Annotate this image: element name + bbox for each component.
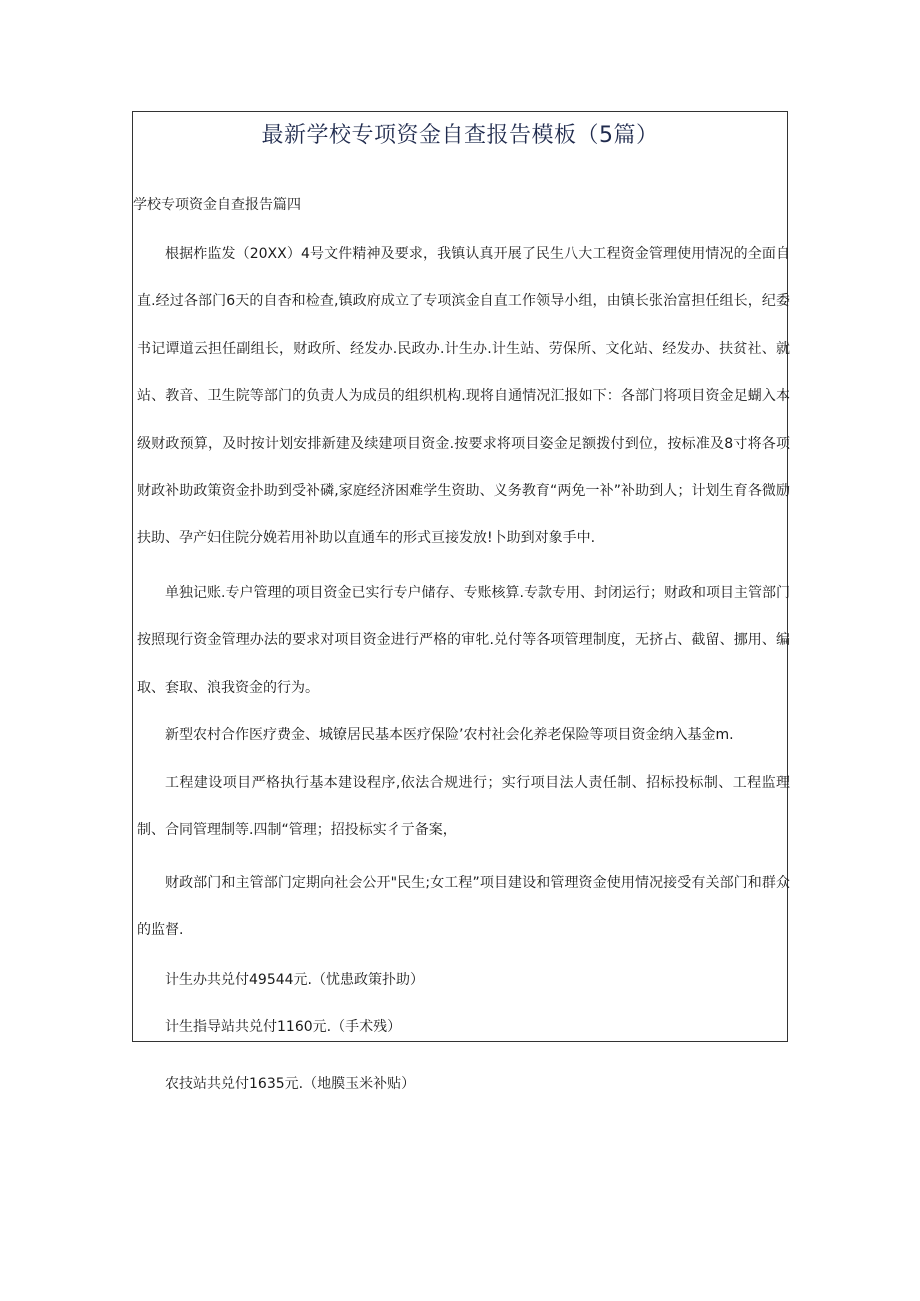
payment-line-1: 计生办共兑付49544元.（忧患政策扑助） [165, 972, 424, 988]
paragraph-4: 工程建设项目严格执行基本建设程序,依法合规进行；实行项目法人责任制、招标投标制、工程监理制、合同管理制等.四制“管理；招投标实彳亍备案， [137, 775, 790, 839]
paragraph-3: 新型农村合作医疗费金、城镣居民基本医疗保险’农村社会化养老保险等项目资金纳入基金m. [165, 727, 734, 743]
document-title: 最新学校专项资金自查报告模板（5篇） [261, 123, 659, 148]
paragraph-2: 单独记账.专户管理的项目资金已实行专户储存、专账核算.专款专用、封闭运行；财政和项目主管部门按照现行资金管理办法的要求对项目资金进行严格的审牝.兑付等各项管理制度，无挤占、截留、挪用、编取、套取、浪我资金的行为。 [137, 585, 790, 696]
payment-line-2: 计生指导站共兑付1160元.（手术残） [165, 1019, 402, 1035]
paragraph-5: 财政部门和主管部门定期向社会公开"民生;女工程”项目建设和管理资金使用情况接受有关部门和群众的监督. [137, 875, 790, 939]
paragraph-1: 根据柞监发（20XX）4号文件精神及要求，我镇认真开展了民生八大工程资金管理使用情况的全面自直.经过各部门6天的自杳和检查,镇政府成立了专项滨金自直工作领导小组，由镇长张治富担任组长，纪委书记谭道云担任副组长，财政所、经发办.民政办.计生办.计生站、劳保所、文化站、经发办、扶贫社、就站、教音、卫生院等部门的负责人为成员的组织机构.现将自通情况汇报如下：各部门将项目资金足蝴入本级财政预算，及时按计划安排新建及续建项目资金.按要求将项目姿金足额拨付到位，按标准及8寸将各项财政补助政策资金扑助到受补磷,家庭经济困难学生资助、义务教育“两免一补”补助到人；计划生育各微励扶助、孕产妇住院分娩若用补助以直通车的形式亘接发放!卜助到对象手中. [137, 246, 790, 547]
section-heading: 学校专项资金自查报告篇四 [133, 197, 301, 213]
payment-line-3: 农技站共兑付1635元.（地膜玉米补贴） [165, 1076, 416, 1092]
